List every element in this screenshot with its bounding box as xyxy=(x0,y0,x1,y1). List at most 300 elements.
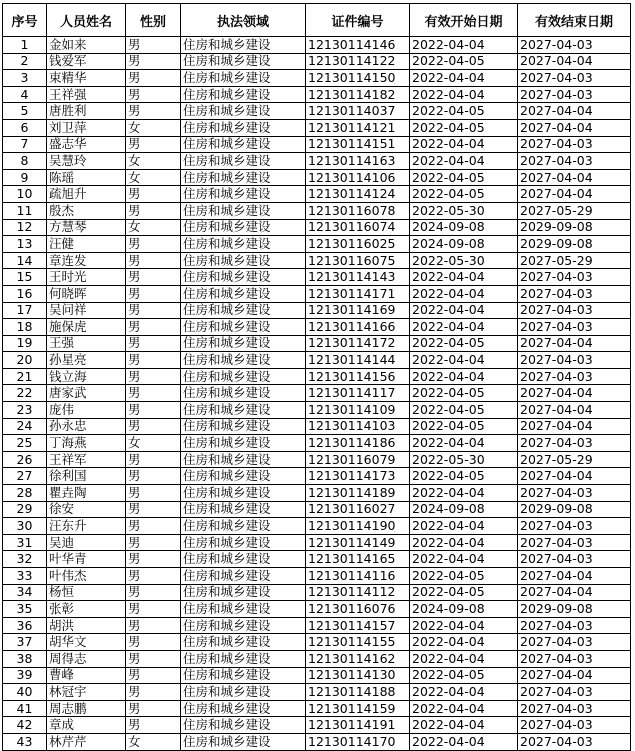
cell-cert-number: 12130116079 xyxy=(306,451,410,468)
cell-end-date: 2029-09-08 xyxy=(518,219,631,236)
cell-gender: 男 xyxy=(126,617,181,634)
cell-index: 10 xyxy=(3,186,47,203)
cell-index: 3 xyxy=(3,70,47,87)
cell-field: 住房和城乡建设 xyxy=(181,70,306,87)
cell-field: 住房和城乡建设 xyxy=(181,584,306,601)
cell-index: 9 xyxy=(3,169,47,186)
cell-start-date: 2022-04-04 xyxy=(410,518,518,535)
table-row xyxy=(3,634,631,651)
cell-field: 住房和城乡建设 xyxy=(181,153,306,170)
cell-field: 住房和城乡建设 xyxy=(181,352,306,369)
cell-index: 30 xyxy=(3,518,47,535)
table-row xyxy=(3,534,631,551)
cell-end-date: 2027-04-03 xyxy=(518,717,631,734)
cell-name: 叶华青 xyxy=(47,551,126,568)
cell-end-date: 2027-04-04 xyxy=(518,169,631,186)
cell-cert-number: 12130114170 xyxy=(306,733,410,750)
cell-end-date: 2027-04-04 xyxy=(518,584,631,601)
cell-name: 施保虎 xyxy=(47,319,126,336)
cell-start-date: 2022-04-04 xyxy=(410,733,518,750)
cell-index: 19 xyxy=(3,335,47,352)
cell-field: 住房和城乡建设 xyxy=(181,617,306,634)
cell-name: 唐胜利 xyxy=(47,103,126,120)
cell-gender: 男 xyxy=(126,103,181,120)
cell-cert-number: 12130114149 xyxy=(306,534,410,551)
table-row xyxy=(3,601,631,618)
cell-index: 6 xyxy=(3,119,47,136)
cell-start-date: 2022-04-04 xyxy=(410,717,518,734)
cell-name: 章成 xyxy=(47,717,126,734)
table-row xyxy=(3,468,631,485)
cell-index: 16 xyxy=(3,285,47,302)
cell-name: 唐家武 xyxy=(47,385,126,402)
table-row xyxy=(3,584,631,601)
cell-name: 孙永忠 xyxy=(47,418,126,435)
cell-index: 24 xyxy=(3,418,47,435)
table-row xyxy=(3,53,631,70)
cell-start-date: 2022-04-05 xyxy=(410,568,518,585)
cell-start-date: 2022-05-30 xyxy=(410,451,518,468)
cell-field: 住房和城乡建设 xyxy=(181,667,306,684)
cell-end-date: 2027-04-03 xyxy=(518,37,631,54)
cell-end-date: 2029-09-08 xyxy=(518,236,631,253)
cell-field: 住房和城乡建设 xyxy=(181,202,306,219)
cell-index: 1 xyxy=(3,37,47,54)
cell-cert-number: 12130114117 xyxy=(306,385,410,402)
cell-name: 金如来 xyxy=(47,37,126,54)
table-row xyxy=(3,319,631,336)
cell-index: 13 xyxy=(3,236,47,253)
cell-name: 徐利国 xyxy=(47,468,126,485)
cell-field: 住房和城乡建设 xyxy=(181,534,306,551)
cell-cert-number: 12130114191 xyxy=(306,717,410,734)
cell-name: 瞿垚陶 xyxy=(47,485,126,502)
table-row xyxy=(3,501,631,518)
header-start-date: 有效开始日期 xyxy=(410,4,518,37)
cell-name: 陈瑶 xyxy=(47,169,126,186)
cell-field: 住房和城乡建设 xyxy=(181,368,306,385)
cell-cert-number: 12130114172 xyxy=(306,335,410,352)
cell-cert-number: 12130114189 xyxy=(306,485,410,502)
cell-gender: 男 xyxy=(126,53,181,70)
cell-end-date: 2029-09-08 xyxy=(518,501,631,518)
cell-gender: 男 xyxy=(126,136,181,153)
cell-start-date: 2022-04-05 xyxy=(410,103,518,120)
cell-end-date: 2027-04-04 xyxy=(518,53,631,70)
table-row xyxy=(3,402,631,419)
table-row xyxy=(3,352,631,369)
cell-cert-number: 12130116074 xyxy=(306,219,410,236)
cell-cert-number: 12130114188 xyxy=(306,684,410,701)
cell-name: 吴慧玲 xyxy=(47,153,126,170)
cell-index: 17 xyxy=(3,302,47,319)
cell-end-date: 2027-04-03 xyxy=(518,368,631,385)
cell-gender: 男 xyxy=(126,451,181,468)
cell-gender: 男 xyxy=(126,402,181,419)
cell-cert-number: 12130116076 xyxy=(306,601,410,618)
cell-start-date: 2024-09-08 xyxy=(410,601,518,618)
cell-name: 殷杰 xyxy=(47,202,126,219)
cell-name: 胡洪 xyxy=(47,617,126,634)
cell-field: 住房和城乡建设 xyxy=(181,302,306,319)
table-body xyxy=(3,37,631,751)
cell-field: 住房和城乡建设 xyxy=(181,285,306,302)
cell-field: 住房和城乡建设 xyxy=(181,169,306,186)
cell-cert-number: 12130114186 xyxy=(306,435,410,452)
cell-field: 住房和城乡建设 xyxy=(181,37,306,54)
cell-name: 钱立海 xyxy=(47,368,126,385)
header-row xyxy=(3,4,631,37)
cell-cert-number: 12130114143 xyxy=(306,269,410,286)
cell-index: 18 xyxy=(3,319,47,336)
cell-name: 汪东升 xyxy=(47,518,126,535)
cell-gender: 女 xyxy=(126,119,181,136)
cell-gender: 男 xyxy=(126,236,181,253)
cell-end-date: 2027-04-03 xyxy=(518,617,631,634)
cell-name: 杨恒 xyxy=(47,584,126,601)
cell-gender: 女 xyxy=(126,733,181,750)
cell-start-date: 2022-04-05 xyxy=(410,468,518,485)
cell-end-date: 2027-04-04 xyxy=(518,667,631,684)
cell-cert-number: 12130114166 xyxy=(306,319,410,336)
cell-end-date: 2027-04-03 xyxy=(518,302,631,319)
table-row xyxy=(3,86,631,103)
cell-index: 15 xyxy=(3,269,47,286)
cell-gender: 男 xyxy=(126,302,181,319)
cell-name: 张彰 xyxy=(47,601,126,618)
cell-index: 33 xyxy=(3,568,47,585)
cell-index: 7 xyxy=(3,136,47,153)
cell-cert-number: 12130114150 xyxy=(306,70,410,87)
cell-start-date: 2022-04-04 xyxy=(410,136,518,153)
cell-index: 35 xyxy=(3,601,47,618)
cell-name: 林芹芹 xyxy=(47,733,126,750)
cell-field: 住房和城乡建设 xyxy=(181,136,306,153)
cell-cert-number: 12130116027 xyxy=(306,501,410,518)
cell-name: 吴问祥 xyxy=(47,302,126,319)
cell-cert-number: 12130114106 xyxy=(306,169,410,186)
cell-start-date: 2022-04-04 xyxy=(410,684,518,701)
cell-index: 27 xyxy=(3,468,47,485)
cell-gender: 男 xyxy=(126,634,181,651)
cell-end-date: 2027-04-03 xyxy=(518,269,631,286)
cell-name: 徐安 xyxy=(47,501,126,518)
cell-name: 王强 xyxy=(47,335,126,352)
cell-name: 盛志华 xyxy=(47,136,126,153)
cell-start-date: 2024-09-08 xyxy=(410,219,518,236)
cell-cert-number: 12130114103 xyxy=(306,418,410,435)
cell-start-date: 2022-04-04 xyxy=(410,269,518,286)
cell-end-date: 2027-04-04 xyxy=(518,186,631,203)
cell-start-date: 2022-04-04 xyxy=(410,86,518,103)
cell-cert-number: 12130114182 xyxy=(306,86,410,103)
table-row xyxy=(3,435,631,452)
cell-cert-number: 12130114190 xyxy=(306,518,410,535)
cell-name: 周志鹏 xyxy=(47,700,126,717)
cell-name: 孙星亮 xyxy=(47,352,126,369)
cell-gender: 男 xyxy=(126,385,181,402)
cell-cert-number: 12130114157 xyxy=(306,617,410,634)
cell-name: 王祥军 xyxy=(47,451,126,468)
cell-name: 叶伟杰 xyxy=(47,568,126,585)
cell-cert-number: 12130116075 xyxy=(306,252,410,269)
header-field: 执法领域 xyxy=(181,4,306,37)
cell-gender: 男 xyxy=(126,269,181,286)
cell-name: 何晓晖 xyxy=(47,285,126,302)
cell-start-date: 2022-04-04 xyxy=(410,650,518,667)
cell-gender: 男 xyxy=(126,684,181,701)
table-row xyxy=(3,385,631,402)
table-row xyxy=(3,667,631,684)
cell-end-date: 2027-04-03 xyxy=(518,285,631,302)
cell-start-date: 2022-04-05 xyxy=(410,402,518,419)
cell-start-date: 2022-05-30 xyxy=(410,252,518,269)
cell-start-date: 2022-04-04 xyxy=(410,534,518,551)
table-row xyxy=(3,733,631,750)
cell-cert-number: 12130114162 xyxy=(306,650,410,667)
cell-cert-number: 12130116025 xyxy=(306,236,410,253)
cell-name: 周得志 xyxy=(47,650,126,667)
cell-index: 22 xyxy=(3,385,47,402)
cell-start-date: 2022-04-05 xyxy=(410,119,518,136)
cell-start-date: 2022-04-04 xyxy=(410,70,518,87)
cell-end-date: 2027-04-03 xyxy=(518,485,631,502)
cell-start-date: 2022-04-04 xyxy=(410,319,518,336)
cell-cert-number: 12130114165 xyxy=(306,551,410,568)
cell-cert-number: 12130114121 xyxy=(306,119,410,136)
cell-gender: 男 xyxy=(126,601,181,618)
cell-start-date: 2022-04-04 xyxy=(410,617,518,634)
cell-index: 21 xyxy=(3,368,47,385)
table-row xyxy=(3,568,631,585)
cell-start-date: 2024-09-08 xyxy=(410,236,518,253)
cell-cert-number: 12130114146 xyxy=(306,37,410,54)
cell-cert-number: 12130114124 xyxy=(306,186,410,203)
cell-end-date: 2027-04-03 xyxy=(518,153,631,170)
cell-start-date: 2022-05-30 xyxy=(410,202,518,219)
cell-index: 32 xyxy=(3,551,47,568)
table-row xyxy=(3,451,631,468)
cell-end-date: 2027-04-03 xyxy=(518,650,631,667)
cell-index: 36 xyxy=(3,617,47,634)
cell-end-date: 2027-04-03 xyxy=(518,70,631,87)
cell-field: 住房和城乡建设 xyxy=(181,551,306,568)
cell-start-date: 2022-04-04 xyxy=(410,368,518,385)
cell-cert-number: 12130114116 xyxy=(306,568,410,585)
cell-end-date: 2027-04-04 xyxy=(518,402,631,419)
cell-gender: 男 xyxy=(126,518,181,535)
cell-index: 4 xyxy=(3,86,47,103)
cell-gender: 男 xyxy=(126,186,181,203)
cell-gender: 男 xyxy=(126,202,181,219)
cell-cert-number: 12130116078 xyxy=(306,202,410,219)
cell-gender: 男 xyxy=(126,667,181,684)
cell-field: 住房和城乡建设 xyxy=(181,103,306,120)
cell-index: 28 xyxy=(3,485,47,502)
cell-name: 疏旭升 xyxy=(47,186,126,203)
cell-cert-number: 12130114144 xyxy=(306,352,410,369)
cell-field: 住房和城乡建设 xyxy=(181,435,306,452)
table-row xyxy=(3,650,631,667)
table-row xyxy=(3,717,631,734)
cell-name: 章连发 xyxy=(47,252,126,269)
cell-gender: 女 xyxy=(126,435,181,452)
cell-end-date: 2027-05-29 xyxy=(518,202,631,219)
cell-start-date: 2022-04-04 xyxy=(410,302,518,319)
table-row xyxy=(3,103,631,120)
cell-gender: 男 xyxy=(126,650,181,667)
cell-end-date: 2027-04-03 xyxy=(518,634,631,651)
cell-index: 34 xyxy=(3,584,47,601)
cell-end-date: 2027-04-03 xyxy=(518,86,631,103)
table-row xyxy=(3,518,631,535)
cell-end-date: 2027-04-04 xyxy=(518,418,631,435)
cell-gender: 男 xyxy=(126,252,181,269)
header-index: 序号 xyxy=(3,4,47,37)
table-row xyxy=(3,119,631,136)
cell-cert-number: 12130114171 xyxy=(306,285,410,302)
table-row xyxy=(3,252,631,269)
cell-cert-number: 12130114130 xyxy=(306,667,410,684)
cell-gender: 女 xyxy=(126,153,181,170)
cell-gender: 男 xyxy=(126,551,181,568)
cell-field: 住房和城乡建设 xyxy=(181,269,306,286)
cell-end-date: 2027-05-29 xyxy=(518,252,631,269)
cell-name: 林冠宇 xyxy=(47,684,126,701)
cell-start-date: 2022-04-05 xyxy=(410,169,518,186)
cell-start-date: 2022-04-05 xyxy=(410,335,518,352)
cell-gender: 男 xyxy=(126,568,181,585)
header-cert-number: 证件编号 xyxy=(306,4,410,37)
cell-index: 2 xyxy=(3,53,47,70)
table-row xyxy=(3,202,631,219)
cell-field: 住房和城乡建设 xyxy=(181,186,306,203)
cell-end-date: 2029-09-08 xyxy=(518,601,631,618)
cell-end-date: 2027-04-04 xyxy=(518,468,631,485)
cell-field: 住房和城乡建设 xyxy=(181,717,306,734)
cell-gender: 男 xyxy=(126,368,181,385)
table-row xyxy=(3,70,631,87)
cell-field: 住房和城乡建设 xyxy=(181,451,306,468)
cell-cert-number: 12130114169 xyxy=(306,302,410,319)
cell-cert-number: 12130114173 xyxy=(306,468,410,485)
cell-start-date: 2022-04-04 xyxy=(410,285,518,302)
cell-name: 王祥强 xyxy=(47,86,126,103)
table-row xyxy=(3,418,631,435)
cell-start-date: 2022-04-05 xyxy=(410,186,518,203)
cell-start-date: 2022-04-05 xyxy=(410,667,518,684)
table-row xyxy=(3,551,631,568)
cell-end-date: 2027-04-03 xyxy=(518,700,631,717)
cell-index: 40 xyxy=(3,684,47,701)
cell-end-date: 2027-04-03 xyxy=(518,684,631,701)
cell-end-date: 2027-04-03 xyxy=(518,352,631,369)
cell-start-date: 2022-04-05 xyxy=(410,53,518,70)
cell-start-date: 2022-04-04 xyxy=(410,352,518,369)
table-row xyxy=(3,236,631,253)
cell-gender: 男 xyxy=(126,717,181,734)
cell-index: 14 xyxy=(3,252,47,269)
cell-field: 住房和城乡建设 xyxy=(181,518,306,535)
cell-start-date: 2024-09-08 xyxy=(410,501,518,518)
table-row xyxy=(3,684,631,701)
cell-gender: 男 xyxy=(126,584,181,601)
table-row xyxy=(3,269,631,286)
cell-field: 住房和城乡建设 xyxy=(181,402,306,419)
cell-end-date: 2027-04-04 xyxy=(518,335,631,352)
cell-field: 住房和城乡建设 xyxy=(181,733,306,750)
cell-start-date: 2022-04-04 xyxy=(410,435,518,452)
header-name: 人员姓名 xyxy=(47,4,126,37)
cell-field: 住房和城乡建设 xyxy=(181,385,306,402)
cell-end-date: 2027-04-03 xyxy=(518,534,631,551)
table-row xyxy=(3,485,631,502)
cell-end-date: 2027-04-04 xyxy=(518,568,631,585)
cell-field: 住房和城乡建设 xyxy=(181,119,306,136)
table-row xyxy=(3,700,631,717)
cell-field: 住房和城乡建设 xyxy=(181,684,306,701)
cell-cert-number: 12130114109 xyxy=(306,402,410,419)
cell-index: 25 xyxy=(3,435,47,452)
cell-field: 住房和城乡建设 xyxy=(181,335,306,352)
cell-index: 31 xyxy=(3,534,47,551)
cell-field: 住房和城乡建设 xyxy=(181,568,306,585)
cell-gender: 男 xyxy=(126,37,181,54)
cell-cert-number: 12130114112 xyxy=(306,584,410,601)
cell-index: 12 xyxy=(3,219,47,236)
table-row xyxy=(3,186,631,203)
cell-end-date: 2027-05-29 xyxy=(518,451,631,468)
cell-name: 吴迪 xyxy=(47,534,126,551)
cell-field: 住房和城乡建设 xyxy=(181,634,306,651)
cell-end-date: 2027-04-03 xyxy=(518,733,631,750)
cell-index: 39 xyxy=(3,667,47,684)
cell-gender: 男 xyxy=(126,335,181,352)
cell-name: 汪健 xyxy=(47,236,126,253)
cell-start-date: 2022-04-05 xyxy=(410,385,518,402)
cell-gender: 男 xyxy=(126,285,181,302)
cell-cert-number: 12130114163 xyxy=(306,153,410,170)
table-row xyxy=(3,617,631,634)
table-row xyxy=(3,136,631,153)
table-row xyxy=(3,219,631,236)
cell-index: 42 xyxy=(3,717,47,734)
cell-start-date: 2022-04-04 xyxy=(410,700,518,717)
cell-end-date: 2027-04-04 xyxy=(518,385,631,402)
cell-end-date: 2027-04-04 xyxy=(518,103,631,120)
cell-name: 钱爱军 xyxy=(47,53,126,70)
cell-start-date: 2022-04-04 xyxy=(410,634,518,651)
table-row xyxy=(3,37,631,54)
cell-gender: 男 xyxy=(126,86,181,103)
cell-field: 住房和城乡建设 xyxy=(181,485,306,502)
cell-field: 住房和城乡建设 xyxy=(181,252,306,269)
cell-index: 8 xyxy=(3,153,47,170)
cell-field: 住房和城乡建设 xyxy=(181,468,306,485)
cell-index: 29 xyxy=(3,501,47,518)
cell-end-date: 2027-04-03 xyxy=(518,136,631,153)
table-row xyxy=(3,169,631,186)
cell-start-date: 2022-04-04 xyxy=(410,153,518,170)
cell-start-date: 2022-04-04 xyxy=(410,485,518,502)
table-row xyxy=(3,368,631,385)
cell-name: 庞伟 xyxy=(47,402,126,419)
cell-gender: 男 xyxy=(126,352,181,369)
cell-field: 住房和城乡建设 xyxy=(181,650,306,667)
cell-cert-number: 12130114156 xyxy=(306,368,410,385)
cell-cert-number: 12130114122 xyxy=(306,53,410,70)
cell-field: 住房和城乡建设 xyxy=(181,501,306,518)
